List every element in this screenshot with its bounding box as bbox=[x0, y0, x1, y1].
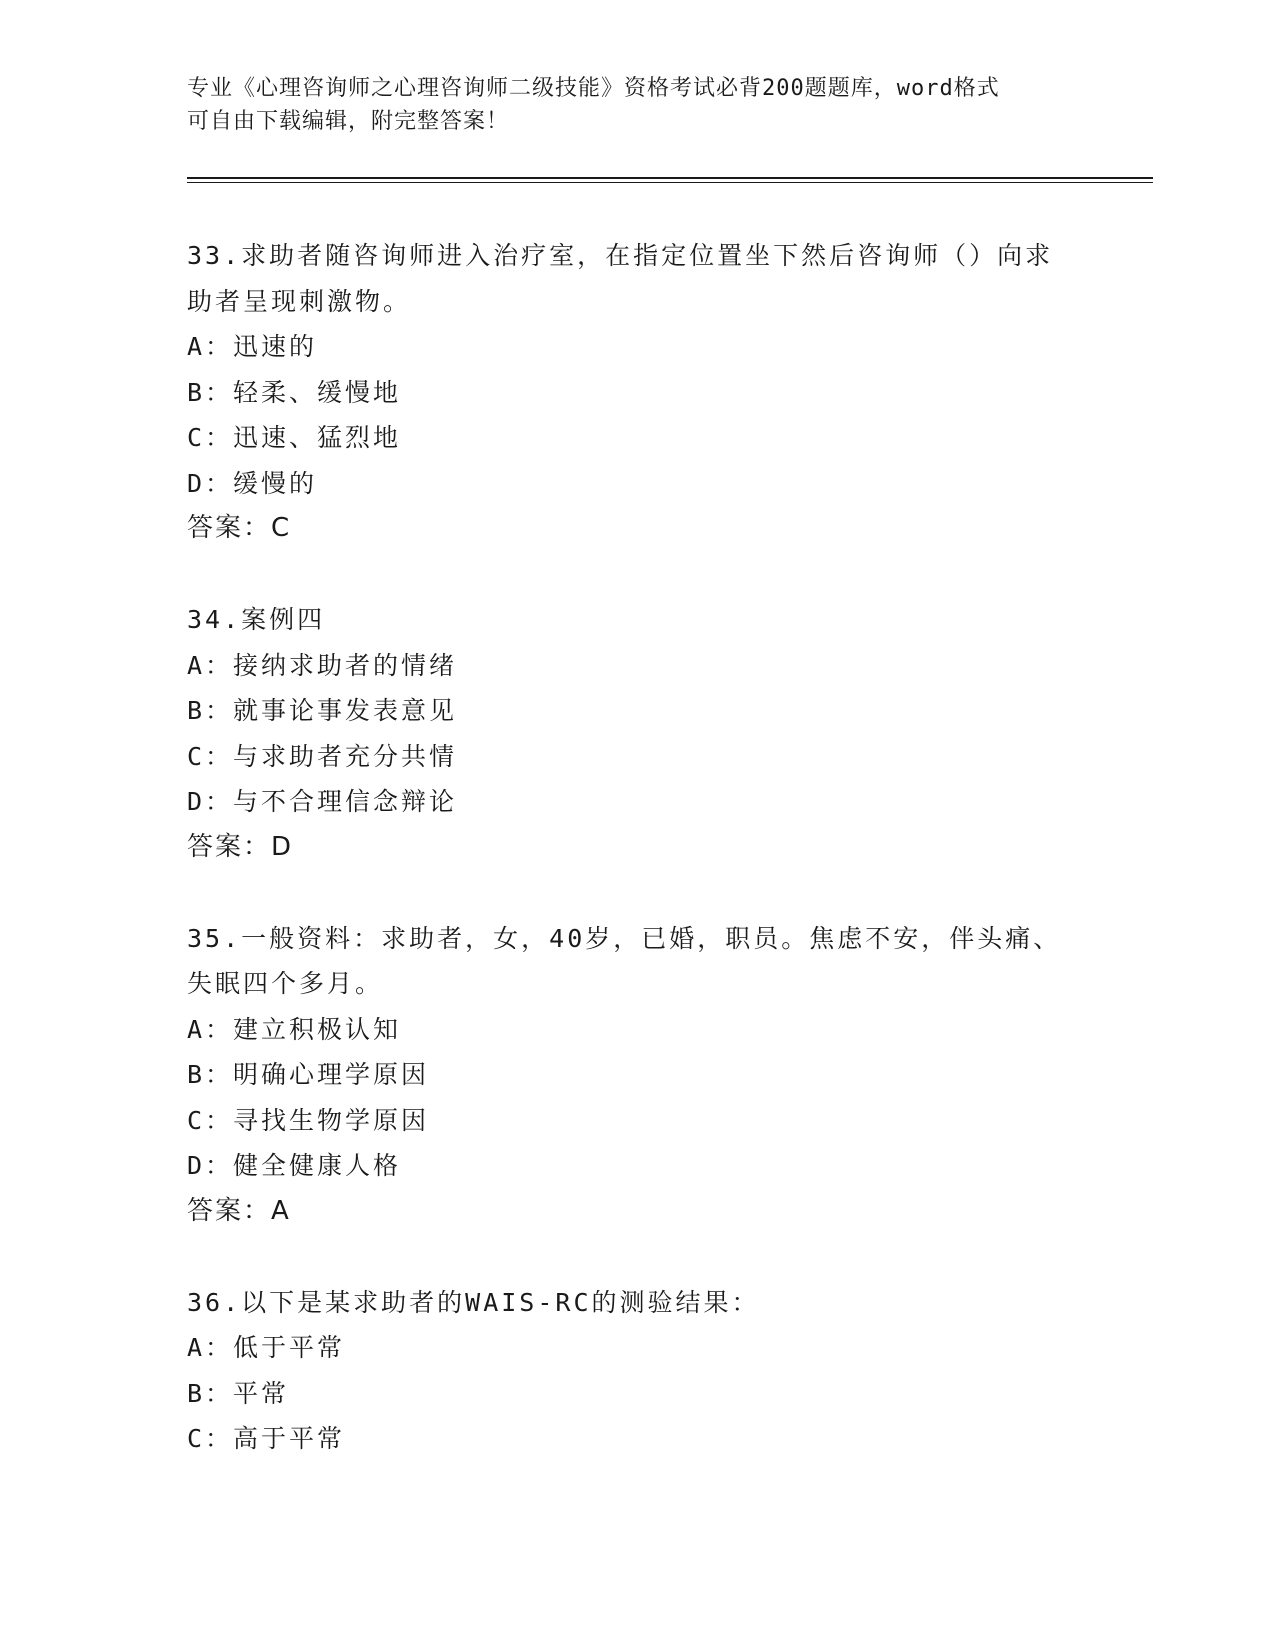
option-a: A：迅速的 bbox=[187, 332, 318, 361]
question-stem: 33.求助者随咨询师进入治疗室，在指定位置坐下然后咨询师（）向求 bbox=[187, 241, 1054, 270]
document-header bbox=[187, 72, 1087, 138]
answer: 答案：A bbox=[187, 1195, 291, 1226]
question-stem: 36.以下是某求助者的WAIS-RC的测验结果： bbox=[187, 1287, 760, 1317]
header-line-2: 可自由下载编辑，附完整答案！ bbox=[187, 109, 510, 134]
header-divider-thick bbox=[187, 177, 1153, 179]
option-a: A：建立积极认知 bbox=[187, 1014, 402, 1044]
answer: 答案：C bbox=[187, 513, 292, 543]
option-b: B：就事论事发表意见 bbox=[187, 696, 458, 725]
option-c: C：高于平常 bbox=[187, 1424, 346, 1453]
question-stem: 34.案例四 bbox=[187, 605, 326, 634]
question-stem: 35.一般资料：求助者，女，40岁，已婚，职员。焦虑不安，伴头痛、 bbox=[187, 923, 1062, 953]
header-divider-thin bbox=[187, 182, 1153, 183]
question-35 bbox=[187, 916, 1117, 1235]
option-a: A：低于平常 bbox=[187, 1333, 346, 1362]
question-33 bbox=[187, 233, 1117, 552]
header-line-1: 专业《心理咨询师之心理咨询师二级技能》资格考试必背200题题库，word格式 bbox=[187, 76, 1000, 101]
option-b: B：平常 bbox=[187, 1378, 290, 1408]
option-c: C：与求助者充分共情 bbox=[187, 741, 458, 771]
answer: 答案：D bbox=[187, 831, 294, 862]
option-b: B：轻柔、缓慢地 bbox=[187, 377, 402, 407]
question-list bbox=[187, 233, 1117, 1462]
option-d: D：健全健康人格 bbox=[187, 1151, 402, 1180]
option-c: C：迅速、猛烈地 bbox=[187, 423, 402, 452]
option-c: C：寻找生物学原因 bbox=[187, 1105, 430, 1135]
question-36 bbox=[187, 1280, 1117, 1462]
option-d: D：与不合理信念辩论 bbox=[187, 787, 458, 816]
option-d: D：缓慢的 bbox=[187, 468, 318, 498]
question-34 bbox=[187, 597, 1117, 870]
question-stem: 失眠四个多月。 bbox=[187, 969, 384, 998]
option-a: A：接纳求助者的情绪 bbox=[187, 650, 458, 680]
option-b: B：明确心理学原因 bbox=[187, 1060, 430, 1089]
question-stem: 助者呈现刺激物。 bbox=[187, 286, 412, 316]
